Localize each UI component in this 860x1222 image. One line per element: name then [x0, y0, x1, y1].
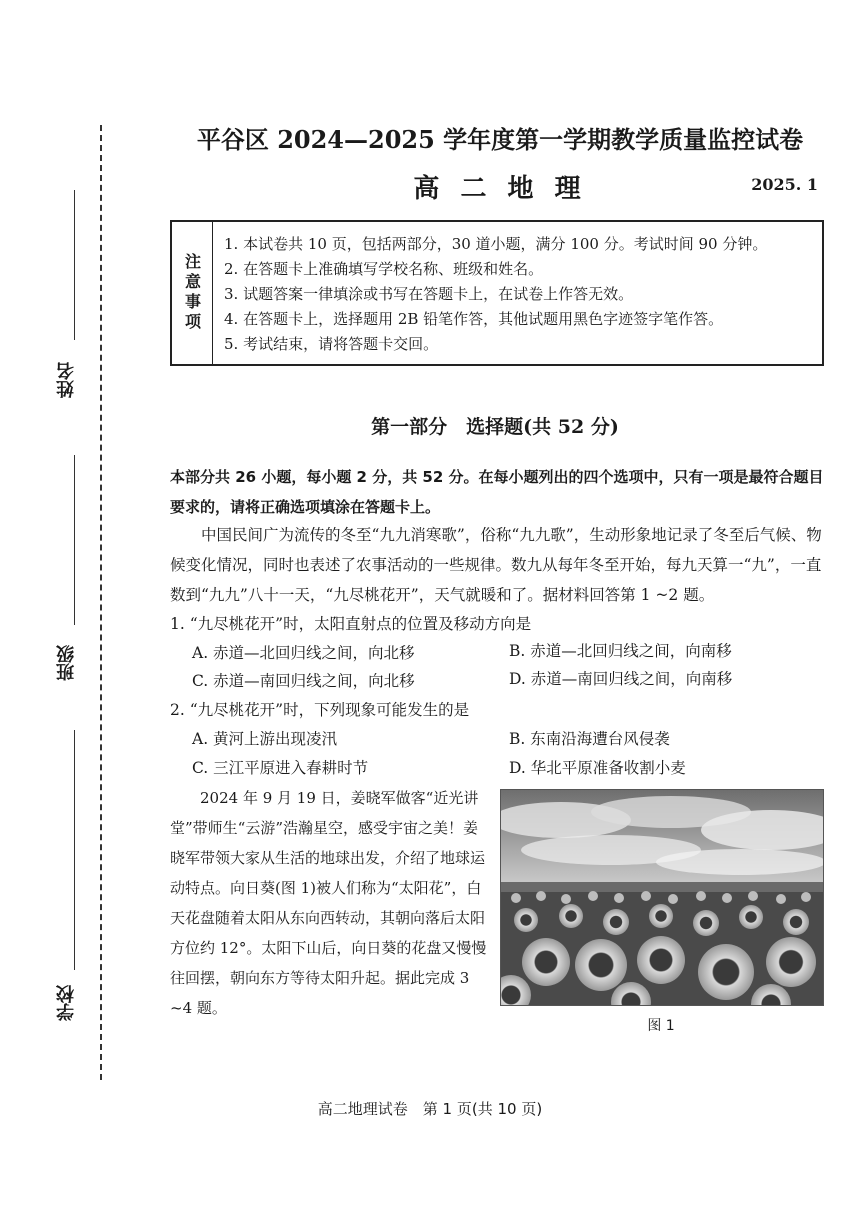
notice-list: [224, 232, 816, 357]
exam-date: 2025. 1: [751, 175, 818, 194]
exam-subject: 高 二 地 理: [413, 174, 587, 204]
name-write-line[interactable]: [74, 190, 75, 340]
question-2-option-a[interactable]: A. 黄河上游出现凌汛: [192, 730, 338, 748]
class-label: 班级: [56, 645, 77, 681]
notice-heading: 注意事项: [182, 253, 202, 333]
notice-item: 5. 考试结束，请将答题卡交回。: [224, 335, 439, 353]
notice-item: 3. 试题答案一律填涂或书写在答题卡上，在试卷上作答无效。: [224, 285, 634, 303]
figure-caption: 图 1: [647, 1018, 675, 1034]
question-2-option-d[interactable]: D. 华北平原准备收割小麦: [509, 759, 686, 777]
question-1-stem: 1. “九尽桃花开”时，太阳直射点的位置及移动方向是: [170, 615, 532, 633]
binding-dashed-line: [100, 125, 102, 1080]
notice-item: 1. 本试卷共 10 页，包括两部分，30 道小题，满分 100 分。考试时间 90 分钟。: [224, 235, 768, 253]
notice-box: [170, 220, 824, 366]
class-write-line[interactable]: [74, 455, 75, 625]
question-1-option-d[interactable]: D. 赤道—南回归线之间，向南移: [509, 670, 733, 688]
exam-title: 平谷区 2024—2025 学年度第一学期教学质量监控试卷: [196, 125, 804, 154]
notice-item: 2. 在答题卡上准确填写学校名称、班级和姓名。: [224, 260, 544, 278]
notice-item: 4. 在答题卡上，选择题用 2B 铅笔作答，其他试题用黑色字迹签字笔作答。: [224, 310, 724, 328]
question-2-option-c[interactable]: C. 三江平原进入春耕时节: [192, 759, 369, 777]
question-1-option-a[interactable]: A. 赤道—北回归线之间，向北移: [192, 644, 415, 662]
part-title: 第一部分 选择题(共 52 分): [371, 416, 619, 438]
page-footer: 高二地理试卷 第 1 页(共 10 页): [317, 1100, 543, 1118]
name-label: 姓名: [56, 362, 77, 398]
school-write-line[interactable]: [74, 730, 75, 970]
sunflower-field-photo: [500, 789, 824, 1006]
school-label: 学校: [56, 985, 77, 1021]
material-2: 2024 年 9 月 19 日，姜晓军做客“近光讲堂”带师生“云游”浩瀚星空，感受宇宙之美！姜晓军带领大家从生活的地球出发，介绍了地球运动特点。向日葵(图 1)被人们称为“太阳花”，白天花盘随着太阳从东向西转动，其朝向落后太阳方位约 12°。太阳下山后，向日葵的花盘又慢慢往回摆，朝向东方等待太阳升起。据此完成 3 ~4 题。: [170, 789, 487, 1017]
notice-heading-cell: [172, 222, 213, 364]
part-instructions: 本部分共 26 小题，每小题 2 分，共 52 分。在每小题列出的四个选项中，只有一项是最符合题目要求的，请将正确选项填涂在答题卡上。: [170, 468, 824, 516]
question-2-stem: 2. “九尽桃花开”时，下列现象可能发生的是: [170, 701, 470, 719]
question-2-option-b[interactable]: B. 东南沿海遭台风侵袭: [509, 730, 670, 748]
question-1-option-b[interactable]: B. 赤道—北回归线之间，向南移: [509, 642, 732, 660]
question-1-option-c[interactable]: C. 赤道—南回归线之间，向北移: [192, 672, 415, 690]
material-1: 中国民间广为流传的冬至“九九消寒歌”，俗称“九九歌”，生动形象地记录了冬至后气候、物候变化情况，同时也表述了农事活动的一些规律。数九从每年冬至开始，每九天算一“九”，一直数到“九九”八十一天，“九尽桃花开”，天气就暖和了。据材料回答第 1 ~2 题。: [170, 526, 822, 604]
